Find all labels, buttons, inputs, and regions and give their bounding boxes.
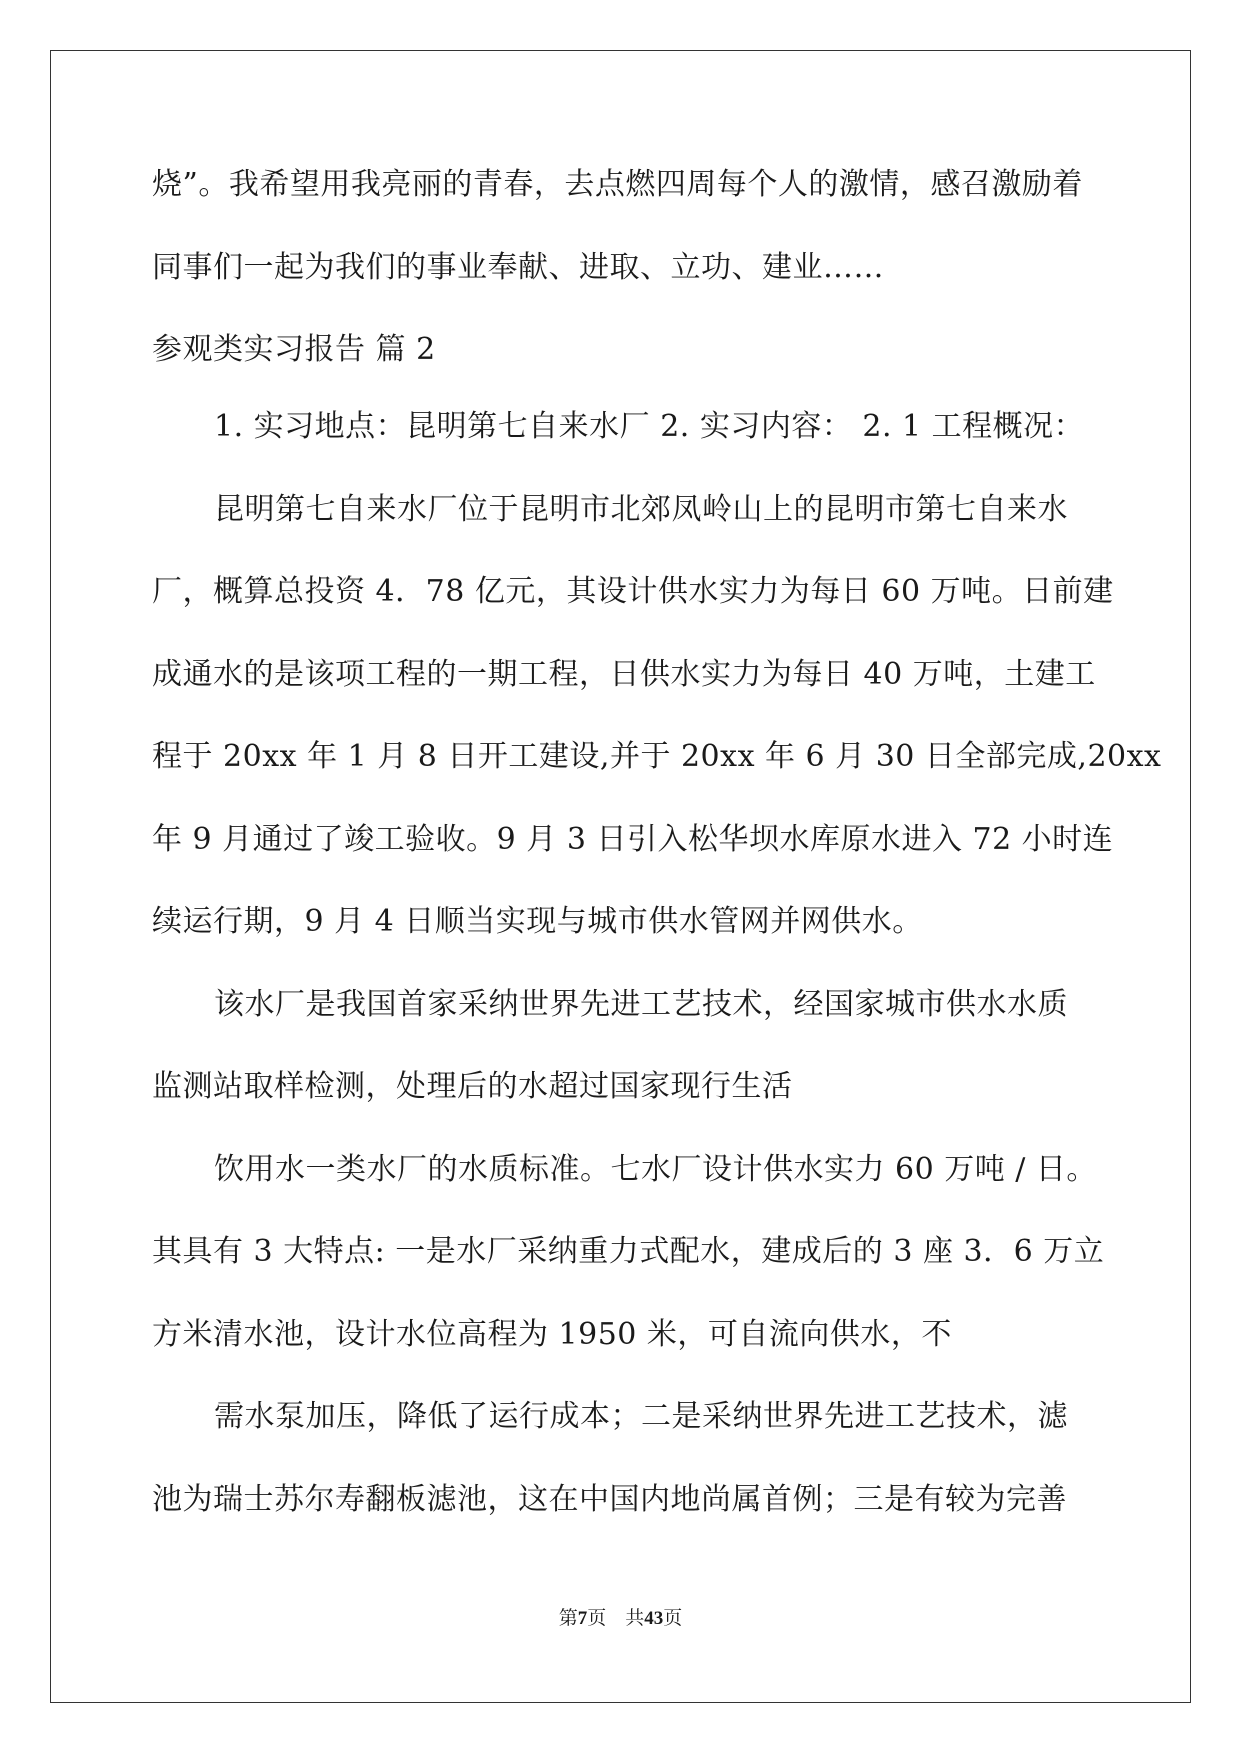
current-page-number: 7	[577, 1608, 588, 1629]
document-body	[152, 160, 1162, 1557]
paragraph-line: 烧”。我希望用我亮丽的青春，去点燃四周每个人的激情，感召激励着	[152, 167, 1083, 202]
paragraph-line: 其具有 3 大特点: 一是水厂采纳重力式配水，建成后的 3 座 3．6 万立	[152, 1234, 1105, 1269]
paragraph-line: 需水泵加压，降低了运行成本；二是采纳世界先进工艺技术，滤	[214, 1399, 1068, 1434]
paragraph-line: 池为瑞士苏尔寿翻板滤池，这在中国内地尚属首例；三是有较为完善	[152, 1481, 1067, 1517]
paragraph-line: 程于 20xx 年 1 月 8 日开工建设,并于 20xx 年 6 月 30 日全部完成,20xx	[152, 739, 1162, 774]
paragraph-line: 成通水的是该项工程的一期工程，日供水实力为每日 40 万吨，土建工	[152, 656, 1096, 692]
paragraph-line: 厂，概算总投资 4．78 亿元，其设计供水实力为每日 60 万吨。日前建	[152, 574, 1114, 609]
footer-suffix: 页	[663, 1607, 683, 1629]
footer-mid: 页 共	[587, 1607, 645, 1629]
total-page-number: 43	[644, 1608, 664, 1629]
paragraph-line: 同事们一起为我们的事业奉献、进取、立功、建业……	[152, 249, 884, 285]
paragraph-line: 该水厂是我国首家采纳世界先进工艺技术，经国家城市供水水质	[214, 986, 1068, 1022]
paragraph-line: 昆明第七自来水厂位于昆明市北郊凤岭山上的昆明市第七自来水	[214, 491, 1068, 527]
section-heading: 参观类实习报告 篇 2	[152, 332, 436, 367]
paragraph-line: 饮用水一类水厂的水质标准。七水厂设计供水实力 60 万吨 / 日。	[214, 1151, 1097, 1187]
paragraph-line: 年 9 月通过了竣工验收。9 月 3 日引入松华坝水库原水进入 72 小时连	[152, 821, 1114, 857]
footer-prefix: 第	[558, 1607, 578, 1629]
paragraph-line: 方米清水池，设计水位高程为 1950 米，可自流向供水，不	[152, 1316, 952, 1352]
page-footer	[0, 1603, 1241, 1630]
paragraph-line: 1. 实习地点：昆明第七自来水厂 2. 实习内容： 2. 1 工程概况：	[214, 409, 1085, 444]
paragraph-line: 监测站取样检测，处理后的水超过国家现行生活	[152, 1069, 793, 1104]
paragraph-line: 续运行期，9 月 4 日顺当实现与城市供水管网并网供水。	[152, 904, 923, 939]
